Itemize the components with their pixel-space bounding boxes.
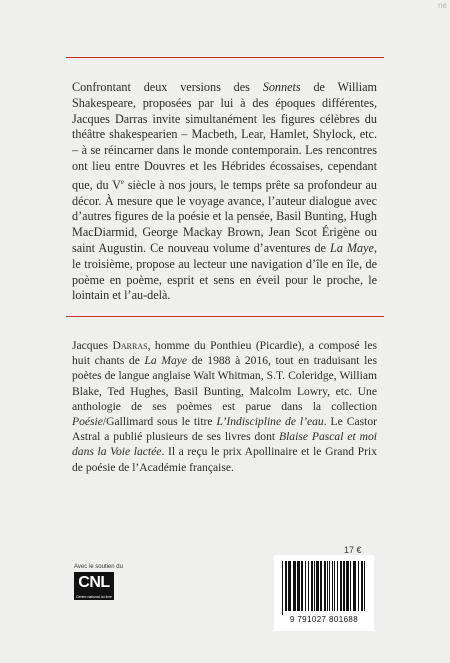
author-bio-paragraph [72,338,377,475]
price: 17 € [344,545,362,555]
barcode-bar [358,561,359,611]
bio-text-4: /Gallimard sous le titre [102,415,217,429]
barcode-bar [308,561,309,611]
bio-text-2: , homme du Ponthieu (Picardie), a composé les huit chants de [72,339,377,368]
barcode-bar [364,561,365,611]
barcode-bar [314,561,315,611]
barcode-bar [320,561,322,611]
barcode-bar [324,561,326,611]
isbn-barcode [274,555,374,631]
cnl-wordmark: CNL [78,574,110,591]
bio-text-1: Jacques [72,339,113,352]
bio-text-5: . Le Castor Astral a publié plusieurs de ses livres dont [72,415,377,444]
title-la-maye: La Maye [329,241,374,256]
century-superscript: e [120,177,125,186]
barcode-bar [343,561,345,611]
blurb-paragraph [72,80,377,304]
barcode-bar [311,561,313,611]
corner-mark: ne [438,1,447,10]
author-surname: Darras [112,339,148,352]
logo-caption: Avec le soutien du [74,564,123,570]
blurb-text-3: siècle à nos jours, le temps prête sa profondeur au décor. À mesure que le voyage avance, l’auteur dialogue avec d’autres figures de la poésie et la pensée, Basil Bunting, Hugh MacDiarmid, George Mackay Brown, Jean Scot Érigène ou saint Augustin. Ce nouveau volume d’aventures de [72,177,377,256]
barcode-bar [327,561,328,611]
bio-text-3: de 1988 à 2016, tout en traduisant les poètes de langue anglaise Walt Whitman, S.T. Coleridge, William Blake, Ted Hughes, Basil Bunting, Malcolm Lowry, etc. Une anthologie de ses poèmes est parue dans la collection [72,354,378,413]
bio-title-la-maye: La Maye [144,354,188,368]
barcode-bar [337,561,338,611]
title-blaise-pascal: Blaise Pascal et moi dans la Voie lactée [72,430,377,459]
bottom-red-rule [66,316,384,317]
cnl-logo-block [74,564,134,600]
barcode-bar [297,561,300,611]
barcode-bar [293,561,296,611]
blurb-text-4: , le troisième, propose au lecteur une navigation d’île en île, de poème en poème, esprit et sens en éveil pour le proche, le lointain et l’au-delà. [72,241,377,303]
blurb-text-2: de William Shakespeare, proposées par lui à des époques différentes, Jacques Darras invite simultanément les figures célèbres du théâtre shakespearien – Macbeth, Lear, Hamlet, Shylock, etc. – à se réincarner dans le monde contemporain. Les rencontres ont lieu entre Douvres et les Hébrides écossaises, cependant que, du V [72,80,377,192]
barcode-bar [329,561,330,611]
barcode-bar [334,561,335,611]
barcode-bar [316,561,319,611]
cnl-logo [74,572,114,600]
barcode-bar [301,561,303,611]
barcode-bar [350,561,351,611]
barcode-bar [340,561,342,611]
title-indiscipline: L’Indiscipline de l’eau [216,415,324,429]
barcode-digits: 9 791027 801688 [289,615,359,624]
barcode-bar [288,561,291,611]
barcode-bars [280,561,368,615]
top-red-rule [66,57,384,58]
barcode-bar [305,561,306,611]
blurb-text-1: Confrontant deux versions des [72,80,263,94]
barcode-bar [332,561,333,611]
barcode-bar [285,561,287,611]
barcode-bar [353,561,356,611]
title-sonnets: Sonnets [262,80,301,94]
cnl-subtext: Centre national du livre [76,595,112,599]
bio-text-6: . Il a reçu le prix Apollinaire et le Grand Prix de poésie de l’Académie française. [72,445,377,474]
barcode-bar [361,561,363,611]
barcode-bar [346,561,349,611]
collection-name: Poésie [72,415,103,429]
barcode-bar [282,561,283,615]
